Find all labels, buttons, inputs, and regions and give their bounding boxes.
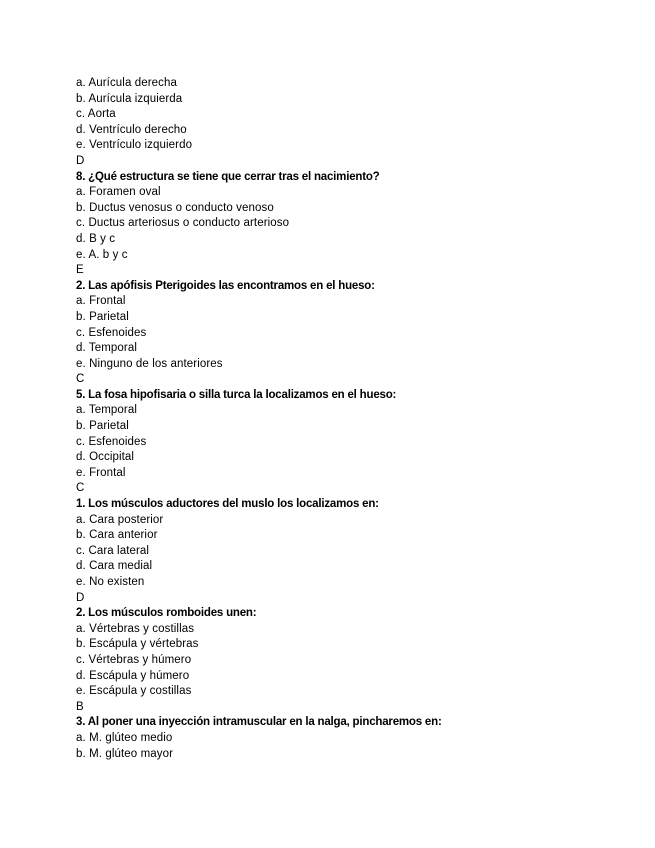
option-text: a. Temporal bbox=[76, 404, 137, 417]
option-text: a. Vértebras y costillas bbox=[76, 622, 195, 635]
option-text: e. A. b y c bbox=[76, 248, 128, 261]
option-text: d. Occipital bbox=[76, 451, 135, 464]
option-text: d. Cara medial bbox=[76, 560, 153, 573]
option-text: c. Esfenoides bbox=[76, 326, 147, 339]
answer-key: E bbox=[76, 264, 84, 277]
option-text: c. Ductus arteriosus o conducto arterioso bbox=[76, 217, 290, 230]
option-text: e. Ninguno de los anteriores bbox=[76, 357, 223, 370]
option-text: b. Parietal bbox=[76, 310, 129, 323]
option-text: d. Temporal bbox=[76, 342, 137, 355]
option-text: e. No existen bbox=[76, 576, 145, 588]
question-text: 1. Los músculos aductores del muslo los localizamos en: bbox=[76, 498, 379, 511]
option-text: c. Cara lateral bbox=[76, 544, 150, 557]
question-text: 5. La fosa hipofisaria o silla turca la localizamos en el hueso: bbox=[76, 388, 397, 401]
option-text: e. Ventrículo izquierdo bbox=[76, 139, 193, 152]
question-text: 8. ¿Qué estructura se tiene que cerrar tras el nacimiento? bbox=[76, 170, 380, 183]
option-text: c. Vértebras y húmero bbox=[76, 653, 192, 666]
question-text: 3. Al poner una inyección intramuscular en la nalga, pincharemos en: bbox=[76, 716, 442, 729]
answer-key: C bbox=[76, 482, 85, 495]
answer-key: B bbox=[76, 700, 84, 713]
option-text: b. Parietal bbox=[76, 420, 129, 433]
option-text: a. M. glúteo medio bbox=[76, 731, 173, 744]
option-text: d. Escápula y húmero bbox=[76, 669, 190, 682]
question-text: 2. Los músculos romboides unen: bbox=[76, 607, 257, 620]
option-text: e. Escápula y costillas bbox=[76, 685, 192, 698]
option-text: b. Aurícula izquierda bbox=[76, 92, 183, 105]
option-text: e. Frontal bbox=[76, 466, 126, 479]
option-text: a. Foramen oval bbox=[76, 186, 161, 199]
answer-key: C bbox=[76, 373, 85, 386]
question-text: 2. Las apófisis Pterigoides las encontramos en el hueso: bbox=[76, 279, 375, 292]
answer-key: D bbox=[76, 154, 85, 167]
option-text: b. Ductus venosus o conducto venoso bbox=[76, 201, 274, 214]
option-text: a. Frontal bbox=[76, 295, 126, 308]
option-text: b. M. glúteo mayor bbox=[76, 747, 174, 760]
option-text: a. Cara posterior bbox=[76, 513, 164, 526]
option-text: c. Aorta bbox=[76, 108, 116, 121]
option-text: b. Cara anterior bbox=[76, 529, 158, 542]
option-text: d. Ventrículo derecho bbox=[76, 123, 187, 136]
option-text: b. Escápula y vértebras bbox=[76, 638, 199, 651]
document-page bbox=[76, 76, 636, 762]
answer-key: D bbox=[76, 591, 85, 604]
option-text: d. B y c bbox=[76, 232, 116, 245]
option-text: a. Aurícula derecha bbox=[76, 77, 177, 89]
option-text: c. Esfenoides bbox=[76, 435, 147, 448]
